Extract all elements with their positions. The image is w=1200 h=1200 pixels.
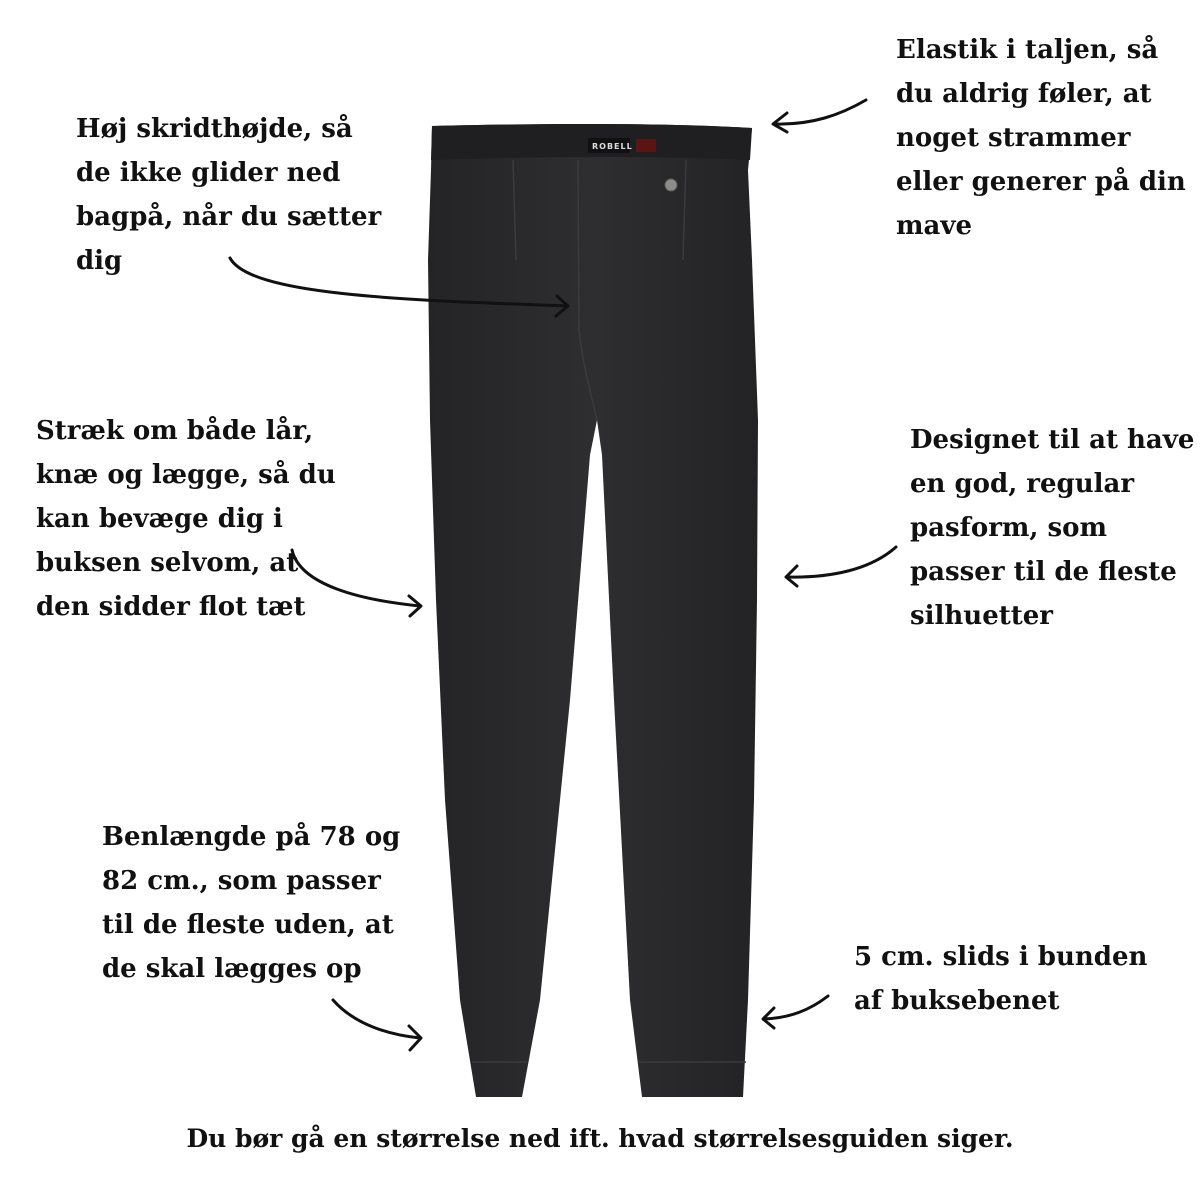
note-line: knæ og lægge, så du (36, 460, 336, 490)
note-line: af buksebenet (854, 986, 1060, 1016)
note-stretch (36, 409, 336, 629)
note-regular-fit (910, 418, 1194, 638)
note-elastic-waist (896, 28, 1186, 248)
note-line: silhuetter (910, 601, 1053, 631)
note-line: den sidder flot tæt (36, 592, 306, 622)
note-line: pasform, som (910, 513, 1107, 543)
note-line: dig (76, 246, 123, 276)
note-line: bagpå, når du sætter (76, 202, 382, 232)
note-line: Elastik i taljen, så (896, 35, 1159, 65)
note-line: passer til de fleste (910, 557, 1177, 587)
arrow-elastic (773, 100, 866, 132)
note-line: Høj skridthøjde, så (76, 114, 353, 144)
note-line: 82 cm., som passer (102, 866, 381, 896)
note-line: Benlængde på 78 og (102, 822, 401, 852)
note-line: til de fleste uden, at (102, 910, 394, 940)
note-line: de skal lægges op (102, 954, 362, 984)
arrow-design (786, 547, 896, 586)
note-line: du aldrig føler, at (896, 79, 1152, 109)
note-high-rise (76, 107, 381, 283)
arrow-length (333, 1000, 421, 1050)
note-hem-slit (854, 935, 1147, 1023)
note-line: Stræk om både lår, (36, 416, 314, 446)
note-line: de ikke glider ned (76, 158, 341, 188)
sizing-advice: Du bør gå en størrelse ned ift. hvad størrelsesguiden siger. (186, 1124, 1014, 1153)
note-line: kan bevæge dig i (36, 504, 283, 534)
brand-label-text: ROBELL (592, 142, 633, 151)
note-line: mave (896, 211, 973, 241)
note-line: 5 cm. slids i bunden (854, 942, 1148, 972)
note-line: eller generer på din (896, 167, 1186, 197)
note-line: Designet til at have (910, 425, 1195, 455)
note-line: noget strammer (896, 123, 1131, 153)
note-leg-length (102, 815, 400, 991)
note-line: en god, regular (910, 469, 1135, 499)
arrow-slit (763, 996, 828, 1028)
note-line: buksen selvom, at (36, 548, 299, 578)
